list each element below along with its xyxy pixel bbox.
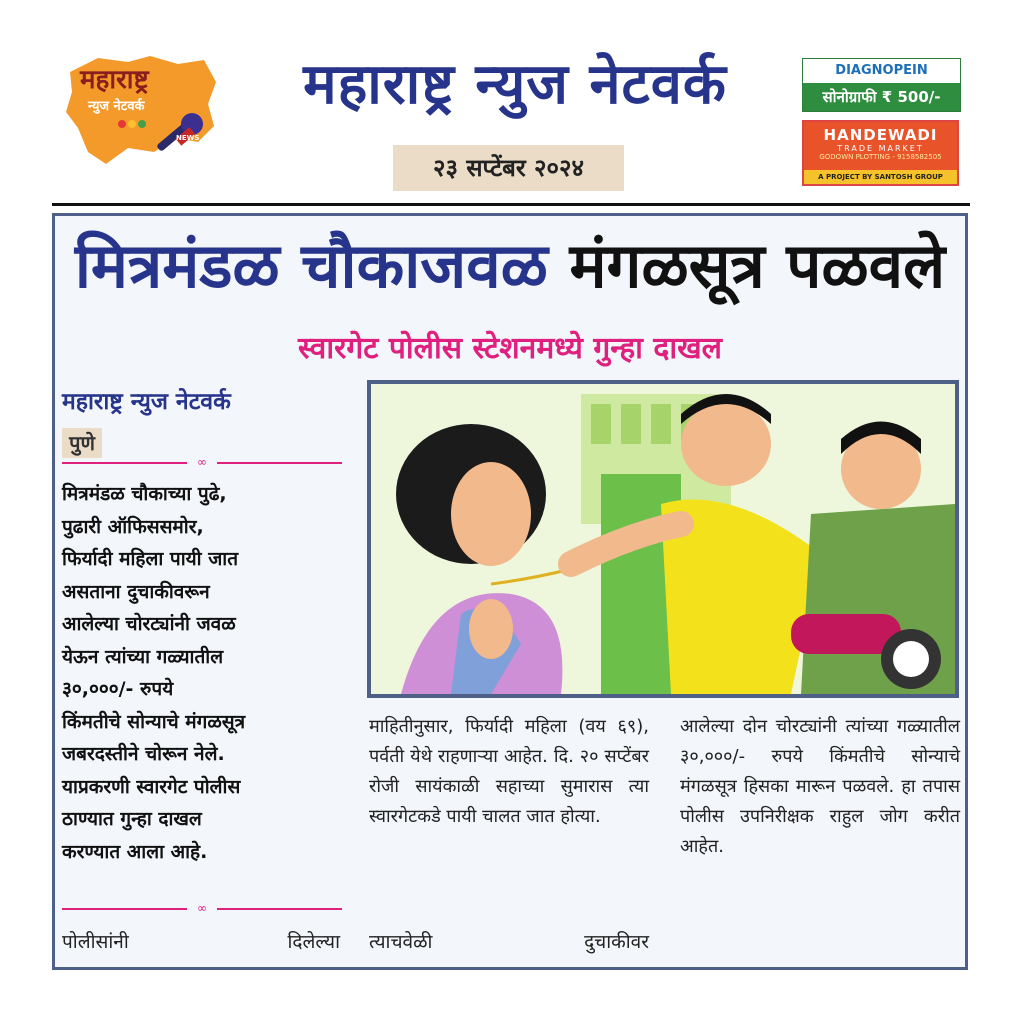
body-column-2 (369, 712, 649, 832)
masthead-rule (52, 203, 970, 206)
lead-line: जबरदस्तीने चोरून नेले. (62, 743, 225, 765)
lead-line: असताना दुचाकीवरून (62, 580, 210, 603)
body-column-3 (680, 712, 960, 862)
lead-line: आलेल्या चोरट्यांनी जवळ (62, 613, 236, 635)
ad-diagnopein[interactable] (802, 58, 961, 112)
issue-date: २३ सप्टेंबर २०२४ (393, 145, 624, 191)
lead-line: पुढारी ऑफिससमोर, (62, 515, 204, 538)
masthead-title: महाराष्ट्र न्युज नेटवर्क (303, 52, 727, 117)
lead-line: याप्रकरणी स्वारगेट पोलीस (62, 775, 241, 798)
column-2-text: माहितीनुसार, फिर्यादी महिला (वय ६९), पर्वती येथे राहणाऱ्या आहेत. दि. २० सप्टेंबर रोजी सायंकाळी सहाच्या सुमारास त्या स्वारगेटकडे पायी चालत जात होत्या. (369, 716, 649, 827)
lead-line: ३०,०००/- रुपये (62, 678, 174, 700)
ornament-icon: ∞ (187, 901, 217, 915)
dateline-city: पुणे (62, 428, 102, 458)
ad-handewadi[interactable] (802, 120, 959, 186)
lead-line: करण्यात आला आहे. (62, 840, 208, 863)
lead-line: फिर्यादी महिला पायी जात (62, 548, 239, 570)
article-subheadline: स्वारगेट पोलीस स्टेशनमध्ये गुन्हा दाखल (298, 331, 722, 366)
logo-subtitle: न्युज नेटवर्क (88, 99, 145, 114)
mic-tag: NEWS (176, 134, 200, 142)
ad-diagnopein-offer: सोनोग्राफी ₹ 500/- (803, 83, 960, 111)
ad-handewadi-name: HANDEWADI (823, 126, 938, 144)
ad-handewadi-detail: GODOWN PLOTTING - 9158582505 (819, 153, 942, 161)
lead-line: मित्रमंडळ चौकाच्या पुढे, (62, 483, 227, 505)
ad-diagnopein-name: DIAGNOPEIN (835, 63, 928, 78)
divider-bottom (62, 901, 342, 915)
column-1-tail: पोलीसांनी दिलेल्या (62, 931, 340, 953)
chain-snatching-cartoon-image (371, 384, 955, 694)
headline-part-2: मंगळसूत्र पळवले (569, 229, 946, 302)
ornament-icon: ∞ (187, 455, 217, 469)
ad-handewadi-footer: A PROJECT BY SANTOSH GROUP (804, 170, 957, 184)
headline-part-1: मित्रमंडळ चौकाजवळ (74, 229, 548, 302)
article-byline: महाराष्ट्र न्युज नेटवर्क (62, 389, 231, 415)
column-2-tail: त्याचवेळी दुचाकीवर (369, 931, 649, 953)
article-headline (60, 224, 960, 308)
masthead-logo (58, 52, 218, 170)
lead-line: किंमतीचे सोन्याचे मंगळसूत्र (62, 710, 246, 733)
lead-line: येऊन त्यांच्या गळ्यातील (62, 645, 224, 668)
ad-handewadi-subtitle: TRADE MARKET (837, 144, 924, 153)
article-lead (62, 478, 342, 868)
lead-line: ठाण्यात गुन्हा दाखल (62, 808, 202, 830)
column-3-text: आलेल्या दोन चोरट्यांनी त्यांच्या गळ्यातील ३०,०००/- रुपये किंमतीचे सोन्याचे मंगळसूत्र हिसका मारून पळवले. हा तपास पोलीस उपनिरीक्षक राहुल जोग करीत आहेत. (680, 716, 960, 857)
article-illustration (367, 380, 959, 698)
divider-top (62, 455, 342, 469)
logo-title: महाराष्ट्र (80, 65, 149, 95)
